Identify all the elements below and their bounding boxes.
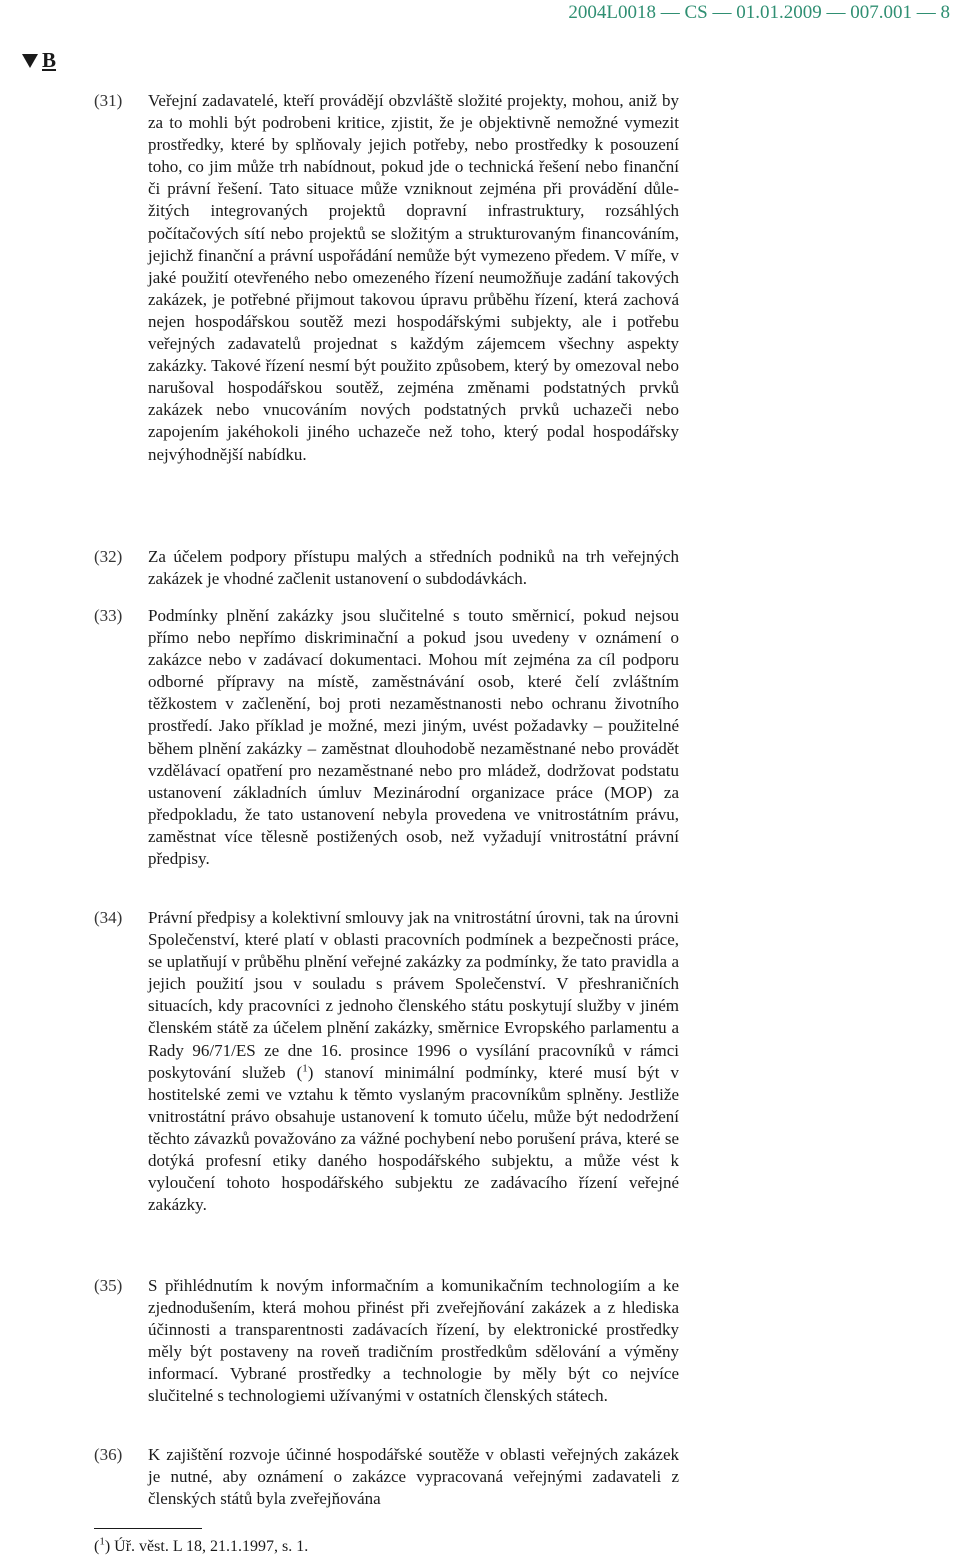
footnote: ($^1$) Úř. věst. L 18, 21.1.1997, s. 1. <box>94 1535 309 1555</box>
amendment-marker-label: B <box>42 48 57 72</box>
recital-number: (36) <box>94 1445 123 1464</box>
recital-text-part: ) stanoví minimální podmínky, které musí být v hostitelské zemi ve vztahu k těmto vyslaným pracovníkům splněny. Jestliže vnitrostátní právo obsahuje ustanovení k tomuto účelu, může být nedodržení těchto závazků považováno za vážné pochybení nebo porušení práva, které se dotýká profesní etiky daného hospodářského subjektu, a může vést k vyloučení tohoto hospodářského subjektu ze zadávacího řízení veřejné zakázky. <box>148 1062 679 1215</box>
recital-number: (31) <box>94 91 123 110</box>
footnote-divider <box>94 1528 202 1529</box>
recital-text-part: Právní předpisy a kolektivní smlouvy jak na vnitrostátní úrovni, tak na úrovni Společenství, které platí v oblasti pracovních podmínek a bezpečnosti práce, se uplatňují v průběhu plnění veřejné zakázky za podmínky, že tato pravidla a jejich použití jsou v souladu s právem Společenství. V přeshraničních situacích, kdy pracovníci z jednoho členského státu poskytují služby v jiném členském státě za účelem plnění zakázky, směrnice Evropského parlamentu a Rady 96/71/ES ze dne 16. prosince 1996 o vysílání pracovníků v rámci poskytování služeb ( <box>148 908 679 1082</box>
recital-text: Podmínky plnění zakázky jsou slučitelné s touto směrnicí, pokud nejsou přímo nebo nepřímo diskriminační a pokud jsou uvedeny v oznámení o zakázce nebo v zadávací dokumentaci. Mohou mít zejména za cíl podporu odborné přípravy na místě, zaměstnávání osob, které čelí zvláštním těžkostem v začlenění, boj proti nezaměstnanosti nebo ochranu životního prostředí. Jako příklad je možné, mezi jiným, uvést požadavky – použitelné během plnění zakázky – zaměstnat dlouhodobě nezaměstnané nebo provádět vzdělávací opatření pro nezaměstnané nebo pro mládež, dodržovat podstatu ustanovení základních úmluv Mezinárodní organizace práce (MOP) za předpokladu, že tato ustanovení nebyla provedena ve vnitrostátním právu, zaměstnat více tělesně postižených osob, než vyžadují vnitrostátní právní předpisy. <box>148 606 679 869</box>
recital-text: Veřejní zadavatelé, kteří provádějí obzvláště složité projekty, mohou, aniž by za to mohli být podrobeni kritice, zjistit, že je objektivně nemožné vymezit prostředky, které by splňovaly jejich potřeby, nebo prostředky k posouzení toho, co jim může trh nabídnout, pokud jde o technická řešení nebo finanční či právní řešení. Tato situace může vzniknout zejména při provádění důležitých integrovaných projektů dopravní infrastruktury, rozsáhlých počítačových sítí nebo projektů se složitým a strukturovaným financováním, jejichž finanční a právní uspořádání nemůže být vymezeno předem. V míře, v jaké použití otevřeného nebo omezeného řízení neumožňuje zadání takových zakázek, je potřebné přijmout takovou úpravu průběhu řízení, která zachová nejen hospodářskou soutěž mezi hospodářskými subjekty, ale i potřebu veřejných zadavatelů projednat s každým zájemcem všechny aspekty zakázky. Takové řízení nesmí být použito způsobem, který by omezoval nebo narušoval hospodářskou soutěž, zejména změnami podstatných prvků zakázek nebo vnucováním nových podstatných prvků uchazeči nebo zapojením jakéhokoli jiného uchazeče než toho, který podal hospodářsky nejvýhodnější nabídku. <box>148 91 679 464</box>
triangle-down-icon <box>22 54 38 68</box>
amendment-marker <box>22 48 56 73</box>
footnote-number: 1 <box>99 1535 105 1548</box>
recital-number: (34) <box>94 908 123 927</box>
recital-number: (32) <box>94 547 123 566</box>
recital-number: (35) <box>94 1276 123 1295</box>
recital-text: S přihlédnutím k novým informačním a komunikačním technologiím a ke zjednodušením, která mohou přinést při zveřejňování zakázek a z hlediska účinnosti a transparentnosti zadávacích řízení, by elektronické prostředky měly být postaveny na roveň tradičním prostředkům sdělování a výměny informací. Vybrané prostředky a technologie by měly být co nejvíce slučitelné s technologiemi užívanými v ostatních členských státech. <box>148 1276 679 1406</box>
footnote-reference[interactable]: 1 <box>302 1062 308 1074</box>
footnote-text: Úř. věst. L 18, 21.1.1997, s. 1. <box>114 1538 309 1555</box>
recital-text <box>148 907 679 1216</box>
document-reference-header: 2004L0018 — CS — 01.01.2009 — 007.001 — 8 <box>568 2 950 23</box>
recital-text: Za účelem podpory přístupu malých a středních podniků na trh veřejných zakázek je vhodné začlenit ustanovení o subdodávkách. <box>148 547 679 589</box>
recital-number: (33) <box>94 606 123 625</box>
recital-text: K zajištění rozvoje účinné hospodářské soutěže v oblasti veřejných zakázek je nutné, aby oznámení o zakázce vypracovaná veřejnými zadavateli z členských států byla zveřejňována <box>148 1445 679 1509</box>
